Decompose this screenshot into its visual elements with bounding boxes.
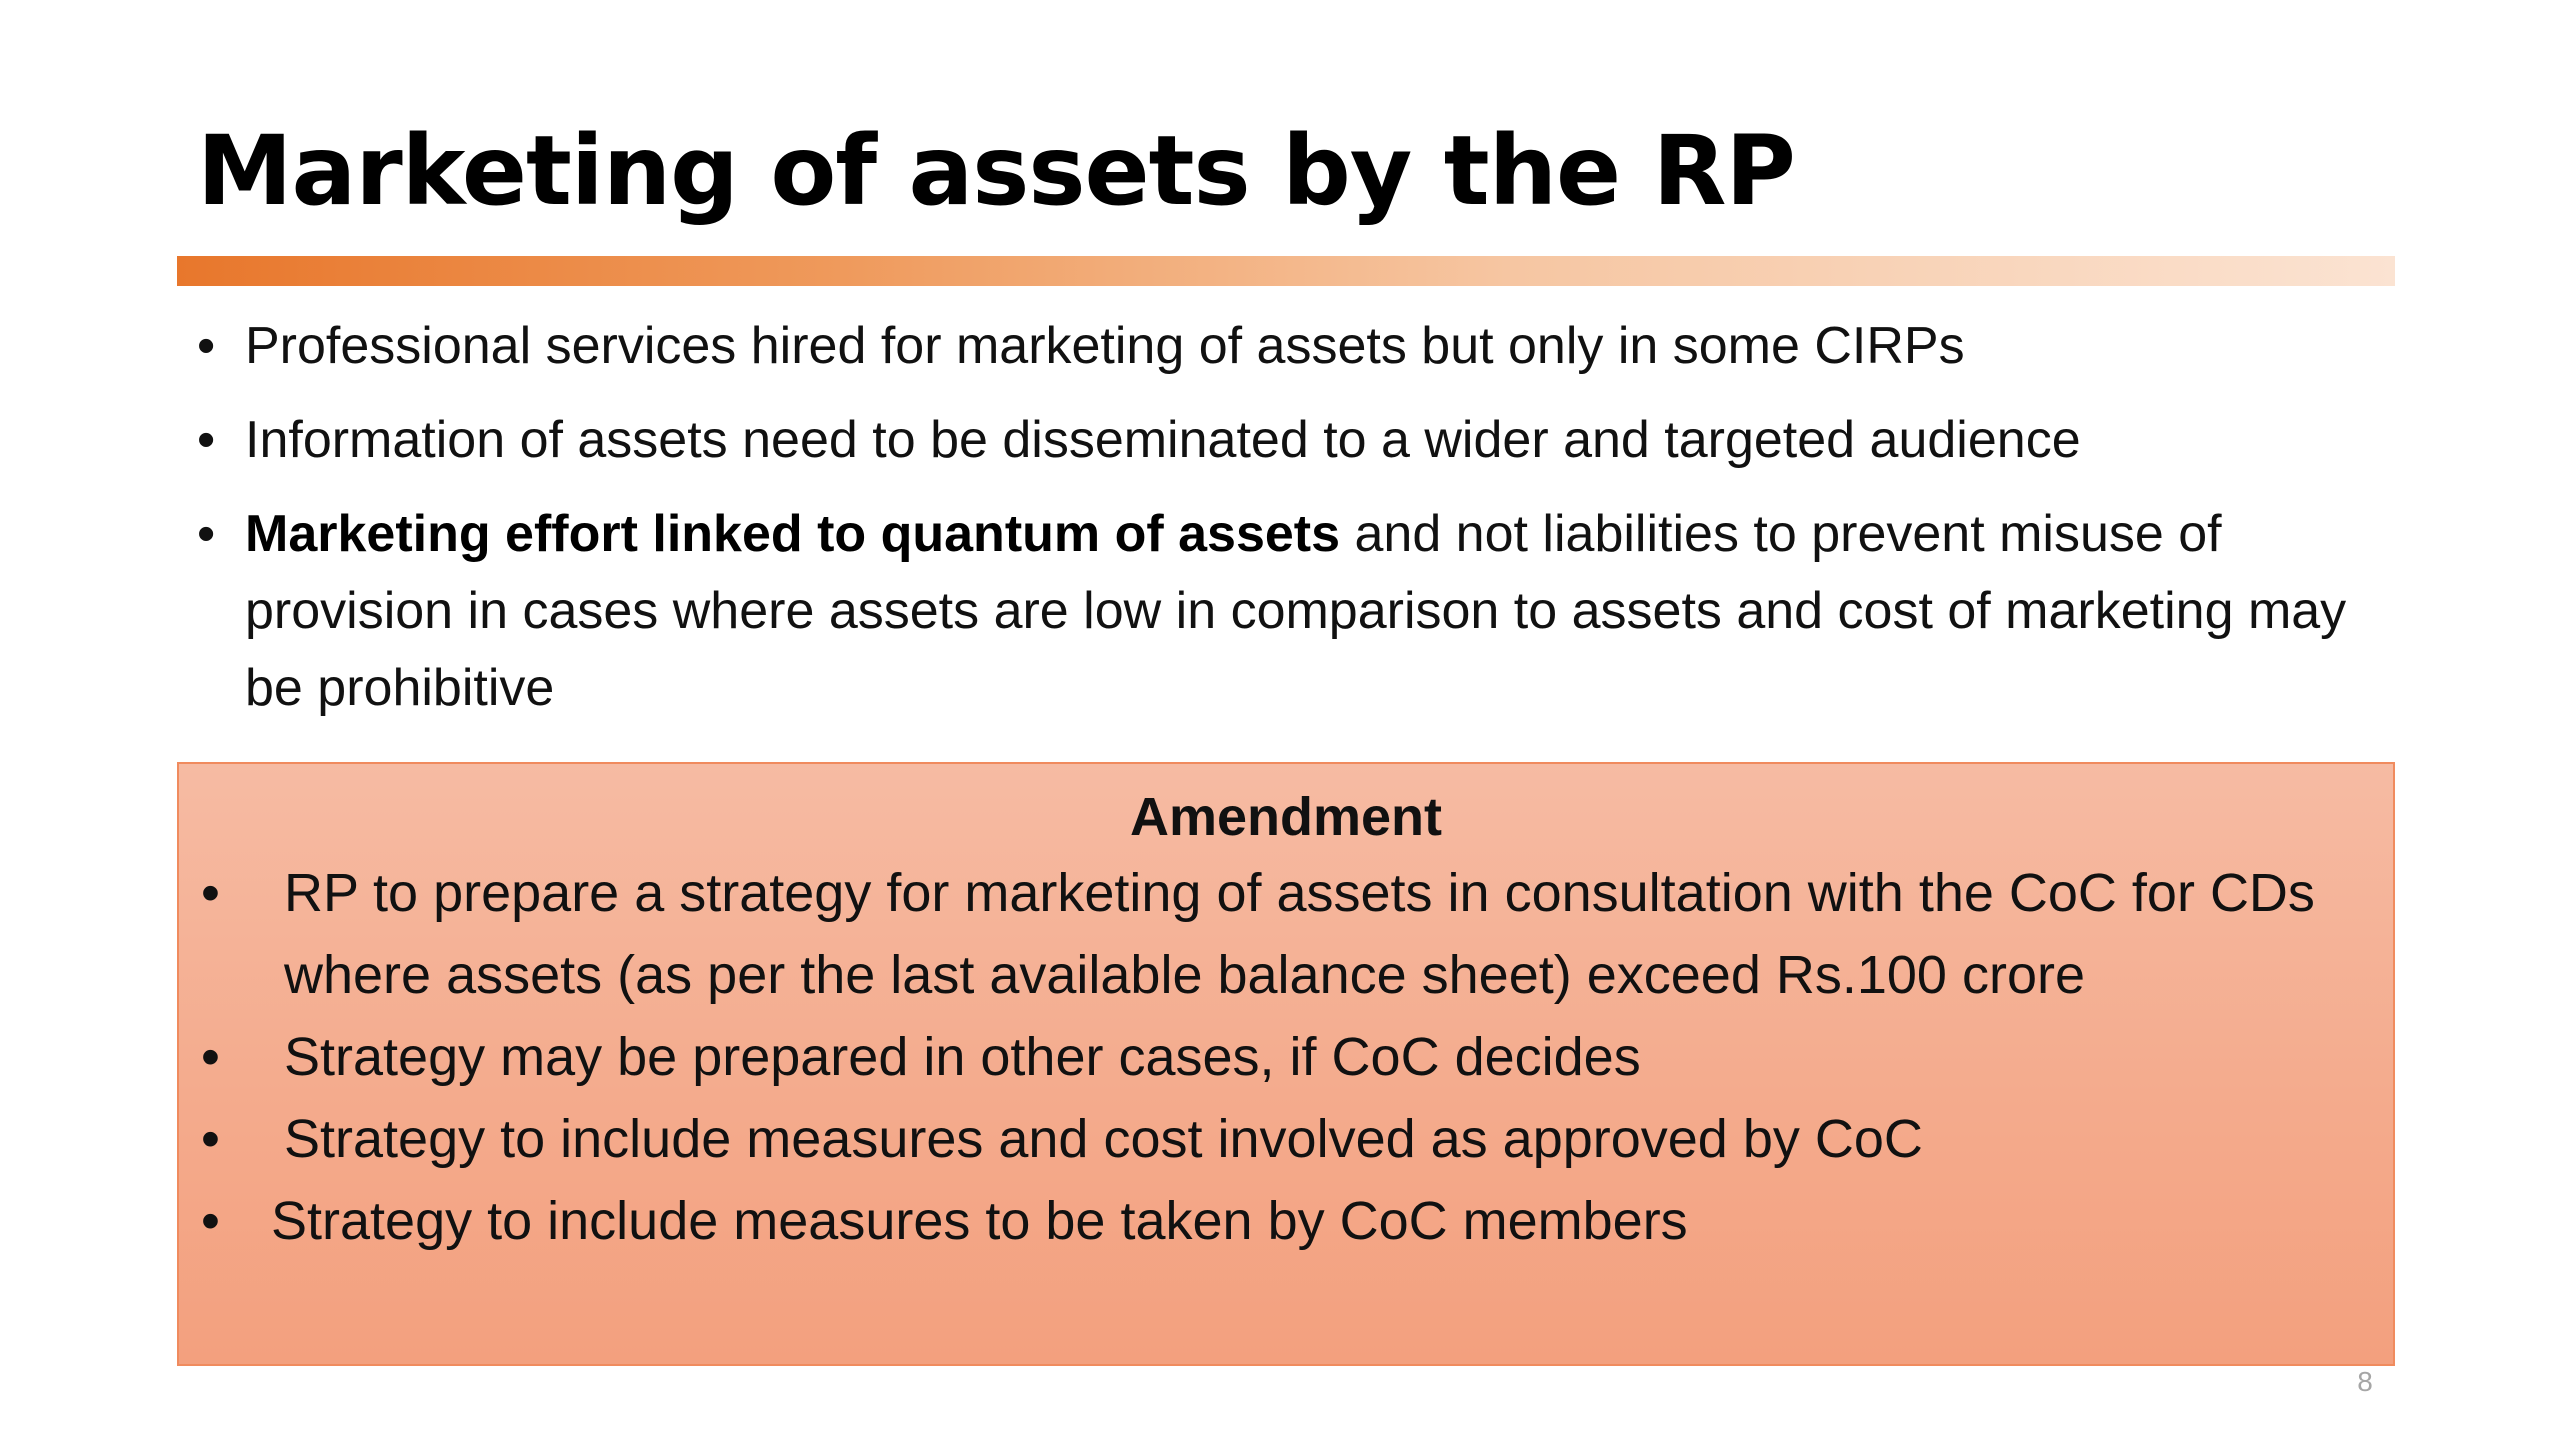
bullet-item bbox=[197, 402, 2407, 479]
amendment-item-text: Strategy to include measures to be taken by CoC members bbox=[271, 1191, 1688, 1251]
bullet-dot-icon: • bbox=[197, 317, 216, 375]
bullet-dot-icon: • bbox=[201, 863, 220, 923]
bullet-list bbox=[197, 308, 2407, 744]
amendment-item-text: Strategy to include measures and cost involved as approved by CoC bbox=[284, 1109, 1923, 1169]
bullet-text: and not liabilities to prevent misuse of provision in cases where assets are low in comparison to assets and cost of marketing may be prohibitive bbox=[245, 505, 2347, 717]
bullet-dot-icon: • bbox=[197, 411, 216, 469]
bullet-dot-icon: • bbox=[201, 1191, 220, 1251]
bullet-dot-icon: • bbox=[197, 505, 216, 563]
bullet-dot-icon: • bbox=[201, 1109, 220, 1169]
page-number: 8 bbox=[2357, 1366, 2373, 1397]
bullet-text: Professional services hired for marketing of assets but only in some CIRPs bbox=[245, 317, 1965, 375]
bullet-text: Information of assets need to be disseminated to a wider and targeted audience bbox=[245, 411, 2081, 469]
bullet-item bbox=[197, 308, 2407, 385]
bullet-bold-text: Marketing effort linked to quantum of assets bbox=[245, 505, 1341, 563]
amendment-item-text: Strategy may be prepared in other cases, if CoC decides bbox=[284, 1027, 1641, 1087]
amendment-item bbox=[179, 852, 2393, 1016]
slide-title: Marketing of assets by the RP bbox=[197, 115, 1795, 227]
amendment-title: Amendment bbox=[1129, 787, 1443, 847]
amendment-item bbox=[179, 1016, 2393, 1098]
title-underline bbox=[177, 256, 2395, 286]
bullet-item bbox=[197, 496, 2407, 727]
amendment-item bbox=[179, 1098, 2393, 1180]
amendment-box bbox=[177, 762, 2395, 1366]
bullet-dot-icon: • bbox=[201, 1027, 220, 1087]
amendment-item bbox=[179, 1180, 2393, 1262]
amendment-list bbox=[179, 852, 2393, 1262]
amendment-item-text: RP to prepare a strategy for marketing of assets in consultation with the CoC for CDs where assets (as per the last available balance sheet) exceed Rs.100 crore bbox=[284, 863, 2315, 1005]
